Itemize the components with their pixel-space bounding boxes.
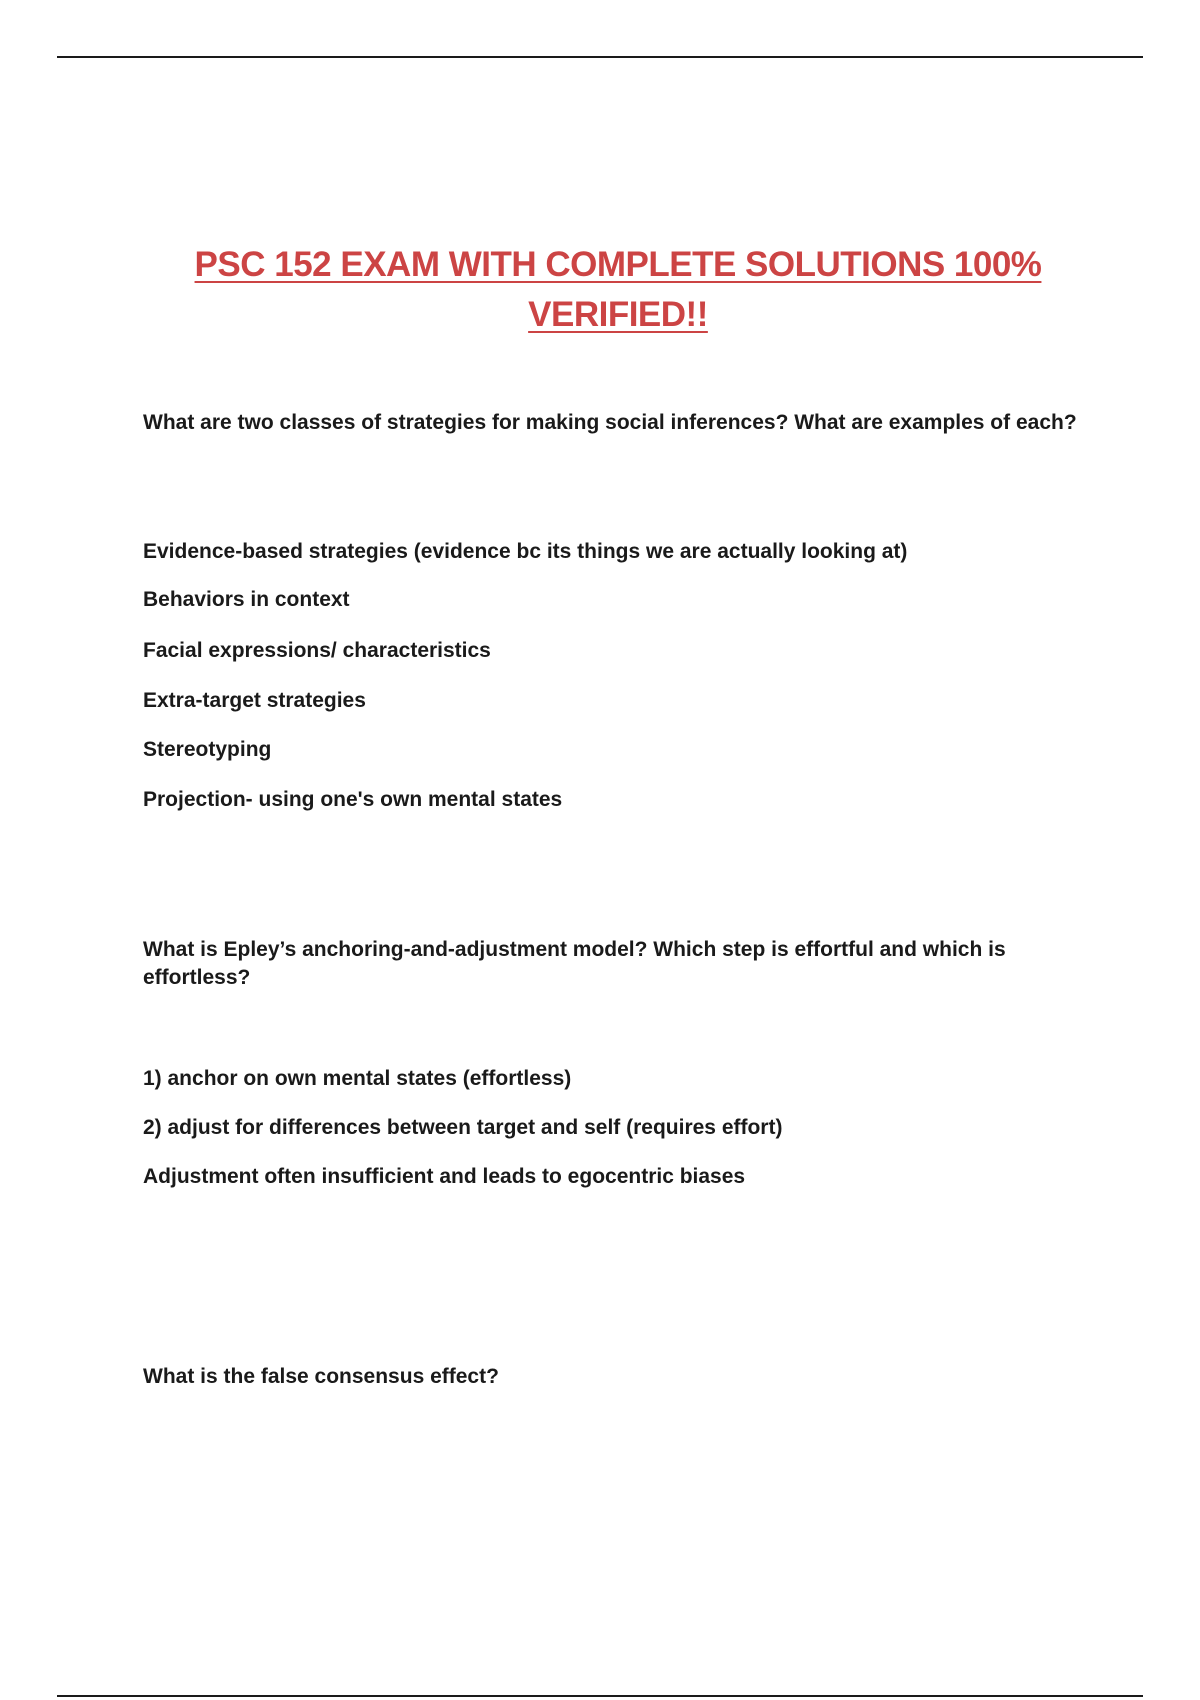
answer-1-line-4: Extra-target strategies <box>143 689 366 712</box>
answer-1-line-6: Projection- using one's own mental states <box>143 788 563 811</box>
question-3: What is the false consensus effect? <box>143 1365 499 1388</box>
answer-1-line-5: Stereotyping <box>143 738 272 761</box>
question-2: What is Epley’s anchoring-and-adjustment model? Which step is effortful and which is effortless? <box>143 938 1006 989</box>
answer-2-line-3: Adjustment often insufficient and leads to egocentric biases <box>143 1165 746 1188</box>
document-title: PSC 152 EXAM WITH COMPLETE SOLUTIONS 100% VERIFIED!! <box>194 245 1042 334</box>
header-rule <box>57 56 1143 58</box>
answer-1-line-3: Facial expressions/ characteristics <box>143 639 491 662</box>
question-1: What are two classes of strategies for making social inferences? What are examples of each? <box>143 411 1077 434</box>
answer-2-line-1: 1) anchor on own mental states (effortless) <box>143 1067 572 1090</box>
answer-1-line-2: Behaviors in context <box>143 588 350 611</box>
answer-1-line-1: Evidence-based strategies (evidence bc its things we are actually looking at) <box>143 540 908 563</box>
answer-2-line-2: 2) adjust for differences between target and self (requires effort) <box>143 1116 783 1139</box>
footer-rule <box>57 1695 1143 1697</box>
